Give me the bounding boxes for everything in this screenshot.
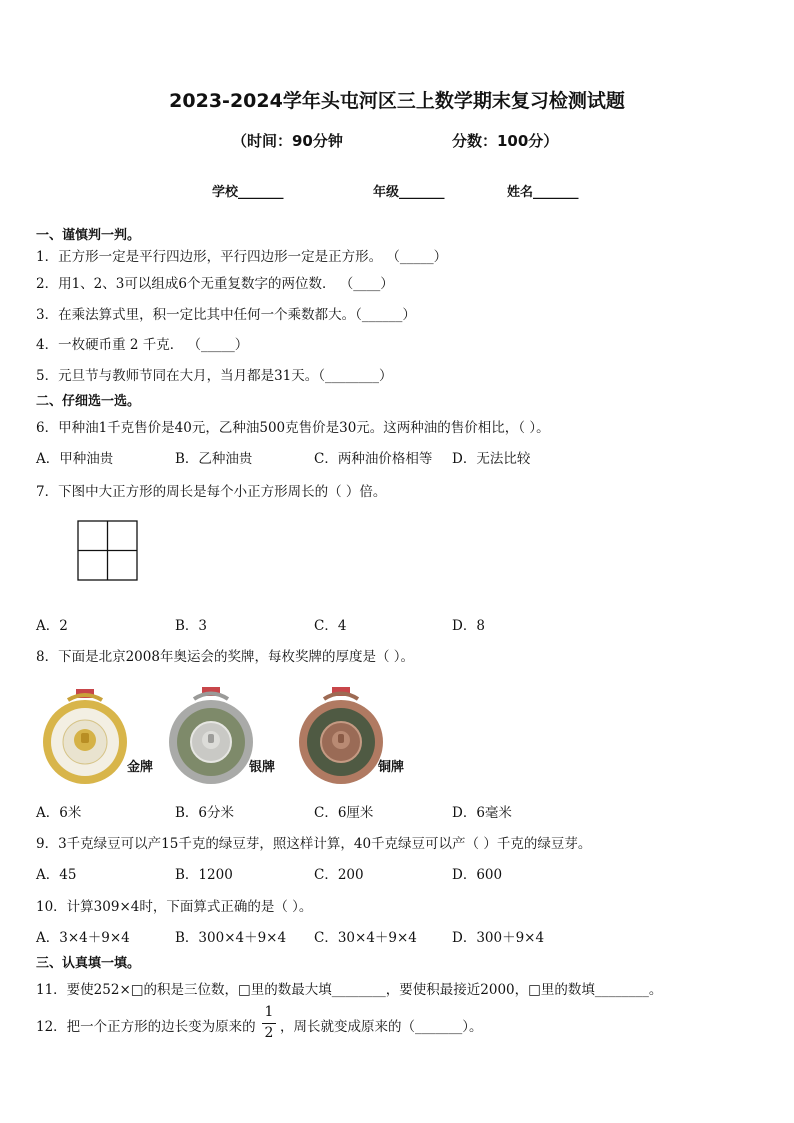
question-7: 7．下图中大正方形的周长是每个小正方形周长的（ ）倍。 [36,484,387,500]
question-3: 3．在乘法算式里，积一定比其中任何一个乘数都大。（______） [36,307,416,323]
question-10: 10．计算309×4时，下面算式正确的是（ ）。 [36,899,313,915]
fraction-bar [262,1023,276,1024]
question-4: 4．一枚硬币重 2 千克． （_____） [36,337,249,353]
question-12-part2: ，周长就变成原来的（_______）。 [280,1019,483,1035]
q9-option-a: A．45 [36,867,77,883]
silver-medal-label: 银牌 [249,760,276,775]
q7-option-b: B．3 [175,618,208,634]
question-8: 8．下面是北京2008年奥运会的奖牌，每枚奖牌的厚度是（ ）。 [36,649,414,665]
question-2: 2．用1、2、3可以组成6个无重复数字的两位数． （____） [36,276,394,292]
grade-field: 年级_______ [373,185,445,200]
q7-option-a: A．2 [36,618,68,634]
q8-option-d: D．6毫米 [452,805,512,821]
q10-option-c: C．30×4＋9×4 [314,930,417,946]
q8-option-b: B．6分米 [175,805,235,821]
exam-time: （时间：90分钟 [232,132,343,150]
gold-medal-image [40,688,130,786]
question-5: 5．元旦节与教师节同在大月，当月都是31天。（________） [36,368,393,384]
fraction-denominator: 2 [264,1025,274,1041]
section-1-heading: 一、谨慎判一判。 [36,228,141,243]
q10-option-b: B．300×4＋9×4 [175,930,287,946]
gold-medal-label: 金牌 [127,760,154,775]
q9-option-b: B．1200 [175,867,233,883]
q6-option-b: B．乙种油贵 [175,451,253,467]
q8-option-a: A．6米 [36,805,82,821]
silver-medal-image [166,686,256,786]
q9-option-c: C．200 [314,867,364,883]
question-9: 9．3千克绿豆可以产15千克的绿豆芽，照这样计算，40千克绿豆可以产（ ）千克的绿豆芽。 [36,836,592,852]
q9-option-d: D．600 [452,867,503,883]
square-grid-figure [77,520,139,582]
q10-option-d: D．300＋9×4 [452,930,545,946]
q6-option-a: A．甲种油贵 [36,451,114,467]
q7-option-d: D．8 [452,618,485,634]
q10-option-a: A．3×4＋9×4 [36,930,130,946]
name-field: 姓名_______ [507,185,579,200]
section-3-heading: 三、认真填一填。 [36,956,141,971]
question-6: 6．甲种油1千克售价是40元，乙种油500克售价是30元。这两种油的售价相比，（ ）。 [36,420,550,436]
section-2-heading: 二、仔细选一选。 [36,394,141,409]
fraction-numerator: 1 [264,1004,274,1020]
q8-option-c: C．6厘米 [314,805,374,821]
bronze-medal-label: 铜牌 [378,760,405,775]
bronze-medal-image [296,686,386,786]
page-title: 2023-2024学年头屯河区三上数学期末复习检测试题 [169,90,625,112]
q7-option-c: C．4 [314,618,347,634]
q6-option-d: D．无法比较 [452,451,531,467]
q6-option-c: C．两种油价格相等 [314,451,433,467]
school-field: 学校_______ [212,185,284,200]
question-1: 1．正方形一定是平行四边形，平行四边形一定是正方形。 （_____） [36,249,448,265]
question-11: 11．要使252×□的积是三位数，□里的数最大填________，要使积最接近2000，□里的数填________。 [36,982,663,998]
exam-score: 分数：100分） [452,132,559,150]
question-12-part1: 12．把一个正方形的边长变为原来的 [36,1019,256,1035]
